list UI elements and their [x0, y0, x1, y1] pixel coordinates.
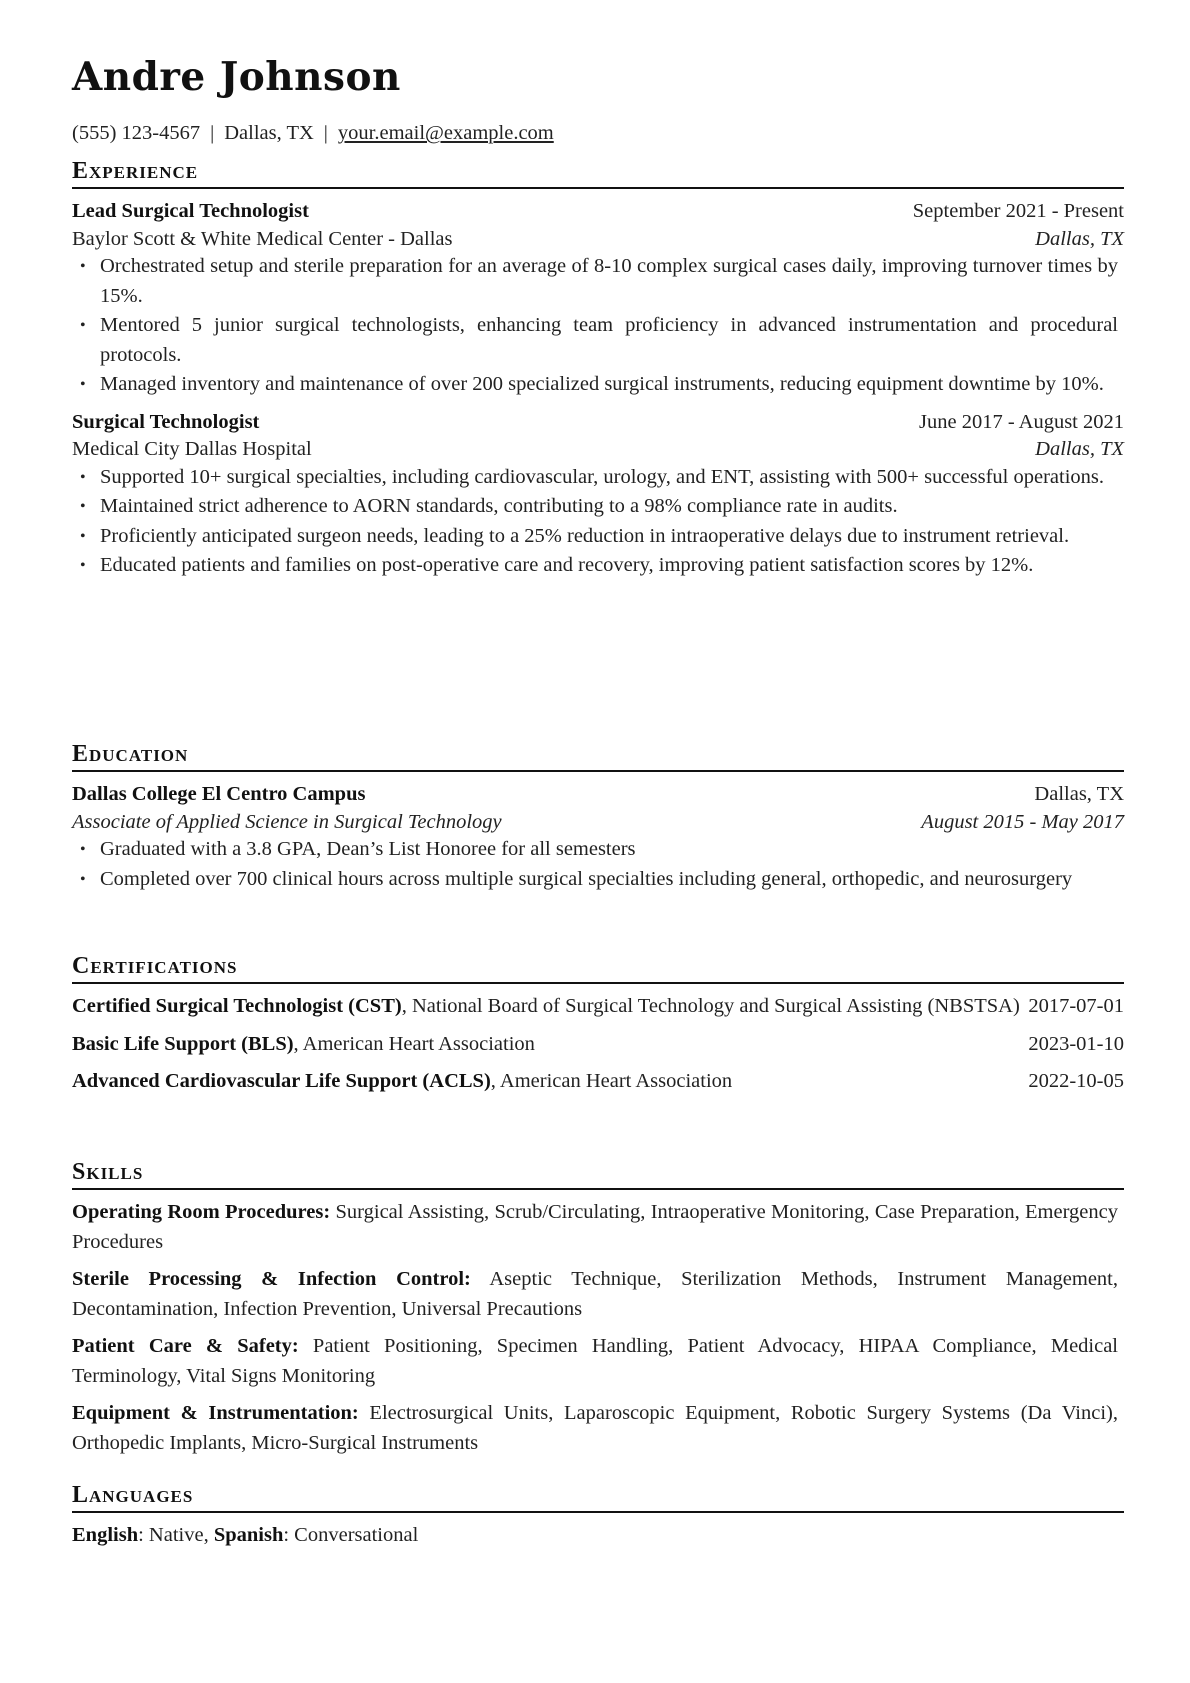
bullet: • Proficiently anticipated surgeon needs, leading to a 25% reduction in intraoperative delays due to instrument retrieval.	[72, 522, 1124, 552]
education-dates: August 2015 - May 2017	[921, 810, 1124, 833]
bullet: • Orchestrated setup and sterile preparation for an average of 8-10 complex surgical cases daily, improving turnover times by 15%.	[72, 252, 1124, 311]
skill-group-label: Operating Room Procedures:	[72, 1201, 331, 1223]
degree: Associate of Applied Science in Surgical Technology	[72, 810, 502, 833]
job-dates: June 2017 - August 2021	[919, 410, 1124, 433]
skill-group-items: Surgical Assisting, Scrub/Circulating, Intraoperative Monitoring, Case Preparation, Emergency Procedures	[72, 1201, 1119, 1253]
school-name: Dallas College El Centro Campus	[72, 783, 366, 805]
certification-date: 2017-07-01	[1028, 995, 1124, 1017]
certification-item	[72, 992, 1124, 1022]
certification-issuer: , National Board of Surgical Technology and Surgical Assisting (NBSTSA)	[401, 995, 1020, 1017]
company: Baylor Scott & White Medical Center - Dallas	[72, 227, 453, 250]
skill-group-label: Sterile Processing & Infection Control:	[72, 1268, 471, 1290]
section-title: Certifications	[72, 953, 238, 979]
certification-item	[72, 1030, 1124, 1060]
skills-section	[72, 1160, 1124, 1458]
skill-group-items: Patient Positioning, Specimen Handling, Patient Advocacy, HIPAA Compliance, Medical Terminology, Vital Signs Monitoring	[72, 1335, 1119, 1387]
separator: |	[323, 122, 328, 144]
phone: (555) 123-4567	[72, 122, 201, 144]
location: Dallas, TX	[224, 122, 314, 144]
section-divider	[72, 982, 1124, 984]
bullet: • Managed inventory and maintenance of over 200 specialized surgical instruments, reducing equipment downtime by 10%.	[72, 370, 1124, 400]
job-entry	[72, 197, 1124, 400]
job-location: Dallas, TX	[1035, 438, 1124, 460]
languages-line	[72, 1521, 1124, 1551]
section-divider	[72, 770, 1124, 772]
skill-group	[72, 1332, 1124, 1391]
section-divider	[72, 1188, 1124, 1190]
section-title: Experience	[72, 158, 199, 184]
certification-name: Basic Life Support (BLS)	[72, 1032, 294, 1055]
bullet: • Maintained strict adherence to AORN standards, contributing to a 98% compliance rate in audits.	[72, 492, 1124, 522]
certification-issuer: , American Heart Association	[490, 1070, 733, 1092]
certification-date: 2022-10-05	[1028, 1070, 1124, 1092]
certification-issuer: , American Heart Association	[293, 1032, 535, 1055]
job-title: Lead Surgical Technologist	[72, 200, 309, 222]
education-section	[72, 742, 1124, 894]
skill-group-items: Electrosurgical Units, Laparoscopic Equipment, Robotic Surgery Systems (Da Vinci), Orthopedic Implants, Micro-Surgical Instruments	[72, 1402, 1118, 1454]
bullet: • Educated patients and families on post-operative care and recovery, improving patient satisfaction scores by 12%.	[72, 551, 1124, 581]
language-name: English	[72, 1524, 139, 1546]
languages-section	[72, 1483, 1124, 1551]
skill-group-label: Patient Care & Safety:	[72, 1335, 299, 1357]
job-entry	[72, 408, 1124, 581]
bullet: • Supported 10+ surgical specialties, including cardiovascular, urology, and ENT, assisting with 500+ successful operations.	[72, 463, 1124, 493]
section-title: Skills	[72, 1159, 144, 1185]
language-level: : Conversational	[283, 1524, 419, 1546]
skill-group	[72, 1198, 1124, 1257]
bullet: • Graduated with a 3.8 GPA, Dean’s List Honoree for all semesters	[72, 835, 1124, 865]
email-link[interactable]: your.email@example.com	[337, 122, 554, 144]
experience-section	[72, 159, 1124, 581]
certification-date: 2023-01-10	[1028, 1032, 1124, 1055]
company: Medical City Dallas Hospital	[72, 438, 312, 460]
skill-group-label: Equipment & Instrumentation:	[72, 1402, 359, 1424]
section-divider	[72, 187, 1124, 189]
section-title: Education	[72, 741, 189, 767]
bullet: • Completed over 700 clinical hours across multiple surgical specialties including general, orthopedic, and neurosurgery	[72, 865, 1124, 895]
certification-name: Advanced Cardiovascular Life Support (ACLS)	[72, 1070, 491, 1092]
certifications-section	[72, 954, 1124, 1097]
section-divider	[72, 1511, 1124, 1513]
job-dates: September 2021 - Present	[912, 200, 1124, 222]
language-level: : Native,	[138, 1524, 214, 1546]
certification-item	[72, 1067, 1124, 1097]
bullet: • Mentored 5 junior surgical technologists, enhancing team proficiency in advanced instrumentation and procedural protocols.	[72, 311, 1124, 370]
school-location: Dallas, TX	[1034, 783, 1124, 805]
certification-name: Certified Surgical Technologist (CST)	[72, 995, 402, 1017]
language-name: Spanish	[213, 1524, 284, 1546]
skill-group-items: Aseptic Technique, Sterilization Methods, Instrument Management, Decontamination, Infection Prevention, Universal Precautions	[72, 1268, 1119, 1320]
job-location: Dallas, TX	[1035, 227, 1124, 250]
section-title: Languages	[72, 1482, 194, 1508]
education-entry	[72, 780, 1124, 894]
separator: |	[210, 122, 215, 144]
skill-group	[72, 1399, 1124, 1458]
skill-group	[72, 1265, 1124, 1324]
candidate-name: Andre Johnson	[72, 54, 401, 100]
job-title: Surgical Technologist	[72, 410, 260, 433]
contact-line	[72, 122, 554, 145]
